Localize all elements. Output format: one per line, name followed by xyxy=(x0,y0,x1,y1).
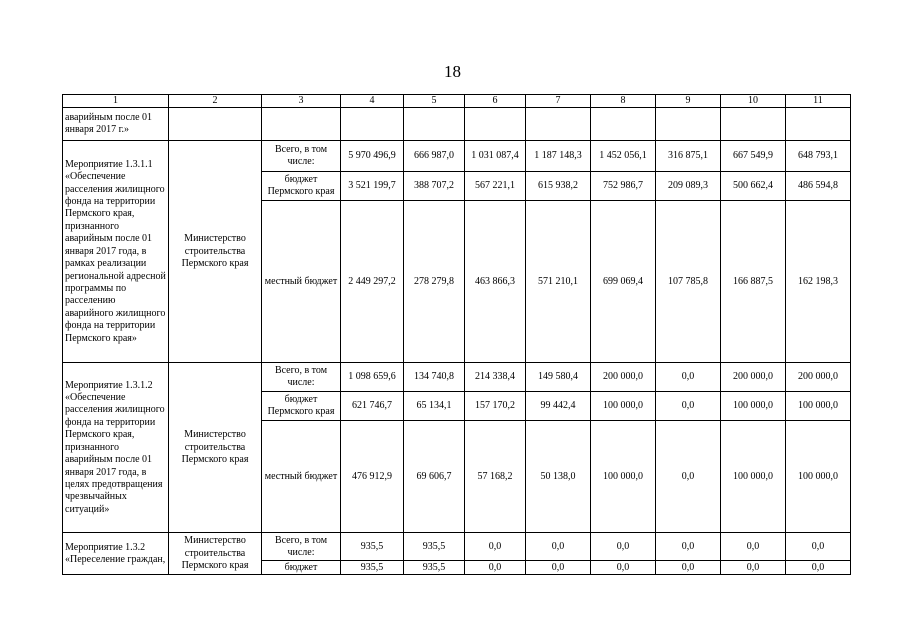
column-number: 6 xyxy=(465,95,526,108)
amount-cell: 0,0 xyxy=(721,533,786,561)
table-row xyxy=(63,141,851,172)
amount-cell: 648 793,1 xyxy=(786,141,851,172)
amount-cell: 200 000,0 xyxy=(591,363,656,392)
amount-cell: 107 785,8 xyxy=(656,201,721,363)
amount-cell: 476 912,9 xyxy=(341,421,404,533)
amount-cell: 935,5 xyxy=(341,533,404,561)
amount-cell: 157 170,2 xyxy=(465,392,526,421)
amount-cell: 99 442,4 xyxy=(526,392,591,421)
table-row xyxy=(63,363,851,392)
amount-cell: 0,0 xyxy=(656,533,721,561)
column-number: 2 xyxy=(169,95,262,108)
amount-cell: 0,0 xyxy=(526,561,591,575)
amount-cell: 463 866,3 xyxy=(465,201,526,363)
funding-source: бюджет xyxy=(262,561,341,575)
amount-cell: 149 580,4 xyxy=(526,363,591,392)
amount-cell: 214 338,4 xyxy=(465,363,526,392)
amount-cell: 699 069,4 xyxy=(591,201,656,363)
amount-cell: 162 198,3 xyxy=(786,201,851,363)
funding-source: бюджет Пермского края xyxy=(262,392,341,421)
amount-cell: 571 210,1 xyxy=(526,201,591,363)
column-number-row xyxy=(63,95,851,108)
funding-source: местный бюджет xyxy=(262,421,341,533)
amount-cell: 200 000,0 xyxy=(786,363,851,392)
executor: Министерство строительства Пермского края xyxy=(169,533,262,575)
amount-cell: 388 707,2 xyxy=(404,172,465,201)
column-number: 1 xyxy=(63,95,169,108)
column-number: 5 xyxy=(404,95,465,108)
amount-cell: 2 449 297,2 xyxy=(341,201,404,363)
amount-cell: 0,0 xyxy=(656,363,721,392)
amount-cell: 200 000,0 xyxy=(721,363,786,392)
amount-cell: 1 098 659,6 xyxy=(341,363,404,392)
amount-cell: 0,0 xyxy=(786,533,851,561)
funding-source: бюджет Пермского края xyxy=(262,172,341,201)
amount-cell: 621 746,7 xyxy=(341,392,404,421)
amount-cell: 100 000,0 xyxy=(591,392,656,421)
amount-cell: 0,0 xyxy=(786,561,851,575)
amount-cell: 100 000,0 xyxy=(591,421,656,533)
column-number: 3 xyxy=(262,95,341,108)
measure-name: Мероприятие 1.3.1.1 «Обеспечение расселения жилищного фонда на территории Пермского края, признанного аварийным после 01 января 2017 года, в рамках реализации региональной адресной программы по расселению аварийного жилищного фонда на территории Пермского края» xyxy=(63,141,169,363)
amount-cell: 0,0 xyxy=(656,392,721,421)
amount-cell: 100 000,0 xyxy=(721,392,786,421)
amount-cell: 1 452 056,1 xyxy=(591,141,656,172)
amount-cell: 0,0 xyxy=(721,561,786,575)
amount-cell: 567 221,1 xyxy=(465,172,526,201)
amount-cell: 666 987,0 xyxy=(404,141,465,172)
table-row xyxy=(63,533,851,561)
amount-cell: 500 662,4 xyxy=(721,172,786,201)
funding-source: местный бюджет xyxy=(262,201,341,363)
funding-source: Всего, в том числе: xyxy=(262,141,341,172)
amount-cell: 0,0 xyxy=(465,561,526,575)
amount-cell: 486 594,8 xyxy=(786,172,851,201)
funding-source: Всего, в том числе: xyxy=(262,363,341,392)
column-number: 9 xyxy=(656,95,721,108)
amount-cell: 50 138,0 xyxy=(526,421,591,533)
amount-cell: 65 134,1 xyxy=(404,392,465,421)
amount-cell: 0,0 xyxy=(591,533,656,561)
funding-table xyxy=(62,94,851,575)
column-number: 7 xyxy=(526,95,591,108)
amount-cell: 0,0 xyxy=(656,421,721,533)
amount-cell: 100 000,0 xyxy=(786,421,851,533)
amount-cell: 0,0 xyxy=(465,533,526,561)
amount-cell: 0,0 xyxy=(526,533,591,561)
amount-cell: 935,5 xyxy=(404,561,465,575)
amount-cell: 69 606,7 xyxy=(404,421,465,533)
column-number: 4 xyxy=(341,95,404,108)
executor: Министерство строительства Пермского края xyxy=(169,141,262,363)
continuation-text: аварийным после 01 января 2017 г.» xyxy=(63,108,169,141)
measure-name: Мероприятие 1.3.1.2 «Обеспечение расселения жилищного фонда на территории Пермского края, признанного аварийным после 01 января 2017 года, в целях предотвращения чрезвычайных ситуаций» xyxy=(63,363,169,533)
amount-cell: 166 887,5 xyxy=(721,201,786,363)
amount-cell: 3 521 199,7 xyxy=(341,172,404,201)
amount-cell: 100 000,0 xyxy=(721,421,786,533)
continuation-row xyxy=(63,108,851,141)
amount-cell: 209 089,3 xyxy=(656,172,721,201)
executor: Министерство строительства Пермского края xyxy=(169,363,262,533)
amount-cell: 667 549,9 xyxy=(721,141,786,172)
amount-cell: 1 187 148,3 xyxy=(526,141,591,172)
amount-cell: 935,5 xyxy=(404,533,465,561)
amount-cell: 316 875,1 xyxy=(656,141,721,172)
page-number: 18 xyxy=(444,62,461,81)
amount-cell: 1 031 087,4 xyxy=(465,141,526,172)
amount-cell: 615 938,2 xyxy=(526,172,591,201)
funding-source: Всего, в том числе: xyxy=(262,533,341,561)
amount-cell: 0,0 xyxy=(656,561,721,575)
amount-cell: 0,0 xyxy=(591,561,656,575)
column-number: 11 xyxy=(786,95,851,108)
amount-cell: 935,5 xyxy=(341,561,404,575)
measure-name: Мероприятие 1.3.2 «Переселение граждан, xyxy=(63,533,169,575)
amount-cell: 57 168,2 xyxy=(465,421,526,533)
amount-cell: 278 279,8 xyxy=(404,201,465,363)
amount-cell: 100 000,0 xyxy=(786,392,851,421)
column-number: 8 xyxy=(591,95,656,108)
column-number: 10 xyxy=(721,95,786,108)
amount-cell: 134 740,8 xyxy=(404,363,465,392)
amount-cell: 5 970 496,9 xyxy=(341,141,404,172)
amount-cell: 752 986,7 xyxy=(591,172,656,201)
